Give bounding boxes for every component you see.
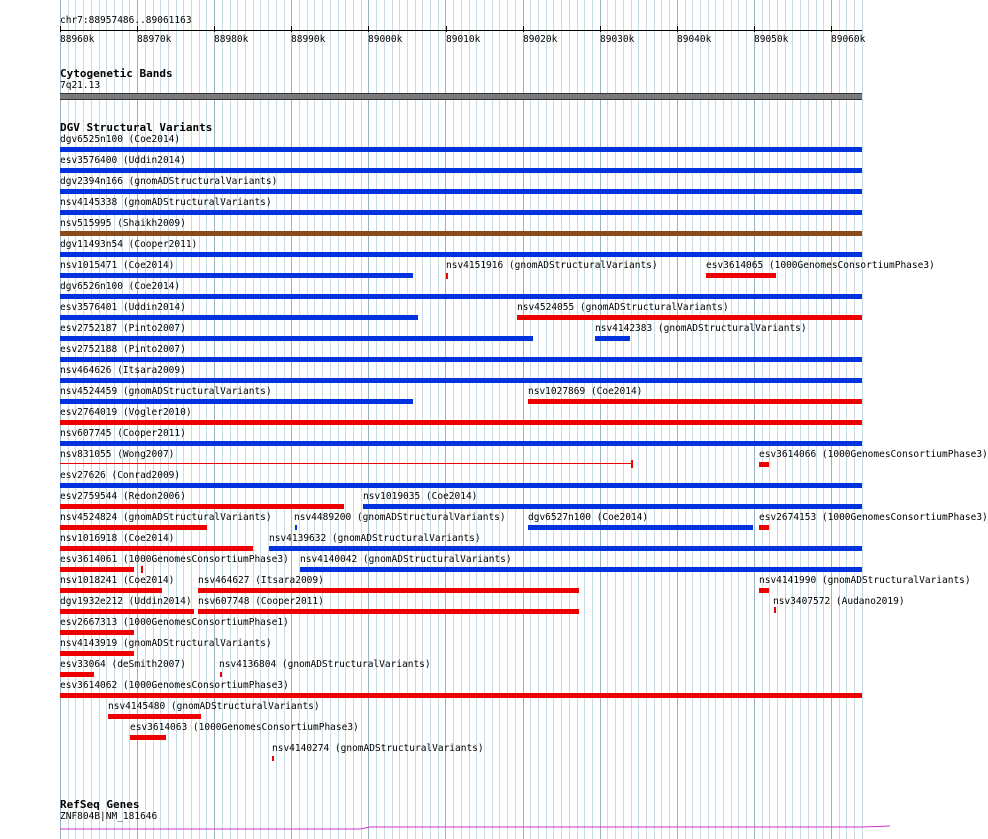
feature-bar[interactable] <box>60 168 862 173</box>
feature-label[interactable]: nsv4141990 (gnomADStructuralVariants) <box>759 575 971 586</box>
ruler-tick <box>446 26 447 32</box>
feature-bar[interactable] <box>363 504 862 509</box>
feature-label[interactable]: dgv6526n100 (Coe2014) <box>60 281 181 292</box>
feature-label[interactable]: nsv1016918 (Coe2014) <box>60 533 175 544</box>
feature-label[interactable]: esv27626 (Conrad2009) <box>60 470 181 481</box>
ruler-tick-label: 89060k <box>831 34 866 45</box>
feature-bar[interactable] <box>60 378 862 383</box>
feature-label[interactable]: esv3614061 (1000GenomesConsortiumPhase3) <box>60 554 289 565</box>
feature-label[interactable]: nsv4142383 (gnomADStructuralVariants) <box>595 323 807 334</box>
feature-bar[interactable] <box>60 420 862 425</box>
feature-bar[interactable] <box>528 399 862 404</box>
feature-label[interactable]: esv2752188 (Pinto2007) <box>60 344 186 355</box>
feature-label[interactable]: nsv831055 (Wong2007) <box>60 449 175 460</box>
cytoband-label: 7q21.13 <box>60 80 101 91</box>
ruler-tick-label: 88990k <box>291 34 326 45</box>
ruler-tick <box>831 26 832 32</box>
feature-bar[interactable] <box>60 483 862 488</box>
feature-label[interactable]: esv3576401 (Uddin2014) <box>60 302 186 313</box>
feature-label[interactable]: nsv4145480 (gnomADStructuralVariants) <box>108 701 320 712</box>
feature-bar[interactable] <box>60 336 533 341</box>
feature-label[interactable]: nsv4140274 (gnomADStructuralVariants) <box>272 743 484 754</box>
feature-label[interactable]: esv2759544 (Redon2006) <box>60 491 186 502</box>
ruler-tick <box>368 26 369 32</box>
ruler-line <box>60 30 862 31</box>
feature-label[interactable]: nsv4524459 (gnomADStructuralVariants) <box>60 386 272 397</box>
feature-bar[interactable] <box>60 231 862 236</box>
feature-bar[interactable] <box>446 273 448 279</box>
feature-label[interactable]: nsv4489200 (gnomADStructuralVariants) <box>294 512 506 523</box>
feature-bar[interactable] <box>60 294 862 299</box>
refseq-gene-label[interactable]: ZNF804B|NM_181646 <box>60 811 158 822</box>
feature-bar[interactable] <box>60 651 134 656</box>
feature-label[interactable]: nsv607748 (Cooper2011) <box>198 596 324 607</box>
feature-bar[interactable] <box>60 672 94 677</box>
feature-bar[interactable] <box>60 147 862 152</box>
feature-bar[interactable] <box>60 504 344 509</box>
feature-bar[interactable] <box>60 273 413 278</box>
cytobands-title: Cytogenetic Bands <box>60 67 173 80</box>
ruler-tick-label: 89020k <box>523 34 558 45</box>
feature-bar[interactable] <box>295 525 297 530</box>
feature-label[interactable]: nsv1019035 (Coe2014) <box>363 491 478 502</box>
feature-label[interactable]: esv3614066 (1000GenomesConsortiumPhase3) <box>759 449 988 460</box>
feature-bar[interactable] <box>60 463 632 464</box>
ruler-tick-label: 89040k <box>677 34 712 45</box>
feature-bar[interactable] <box>108 714 201 719</box>
feature-bar[interactable] <box>60 252 862 257</box>
refseq-gene-line[interactable] <box>60 822 890 832</box>
feature-label[interactable]: esv3614065 (1000GenomesConsortiumPhase3) <box>706 260 935 271</box>
feature-bar[interactable] <box>60 357 862 362</box>
feature-label[interactable]: nsv1015471 (Coe2014) <box>60 260 175 271</box>
ruler-tick <box>600 26 601 32</box>
feature-bar[interactable] <box>272 756 274 761</box>
feature-label[interactable]: nsv464626 (Itsara2009) <box>60 365 186 376</box>
feature-label[interactable]: nsv4524055 (gnomADStructuralVariants) <box>517 302 729 313</box>
feature-bar[interactable] <box>60 210 862 215</box>
feature-bar[interactable] <box>60 315 418 320</box>
feature-label[interactable]: dgv11493n54 (Cooper2011) <box>60 239 198 250</box>
feature-label[interactable]: nsv4139632 (gnomADStructuralVariants) <box>269 533 481 544</box>
feature-label[interactable]: nsv1018241 (Coe2014) <box>60 575 175 586</box>
locus-label: chr7:88957486..89061163 <box>60 15 192 26</box>
ruler-tick <box>214 26 215 32</box>
feature-bar[interactable] <box>60 546 253 551</box>
ruler-tick-label: 89000k <box>368 34 403 45</box>
feature-bar[interactable] <box>269 546 862 551</box>
feature-bar[interactable] <box>60 441 862 446</box>
feature-label[interactable]: esv33064 (deSmith2007) <box>60 659 186 670</box>
cytoband-bar[interactable] <box>60 93 862 100</box>
ruler-tick-label: 88970k <box>137 34 172 45</box>
ruler-tick-label: 89010k <box>446 34 481 45</box>
feature-label[interactable]: nsv464627 (Itsara2009) <box>198 575 324 586</box>
feature-bar[interactable] <box>759 588 769 593</box>
ruler-tick <box>137 26 138 32</box>
feature-label[interactable]: esv3576400 (Uddin2014) <box>60 155 186 166</box>
feature-bar[interactable] <box>60 693 862 698</box>
feature-label[interactable]: dgv6527n100 (Coe2014) <box>528 512 649 523</box>
feature-label[interactable]: nsv607745 (Cooper2011) <box>60 428 186 439</box>
feature-bar[interactable] <box>759 462 769 467</box>
ruler-tick-label: 89030k <box>600 34 635 45</box>
dgv-track-title: DGV Structural Variants <box>60 121 213 134</box>
feature-end-mark <box>141 566 143 573</box>
feature-label[interactable]: nsv4151916 (gnomADStructuralVariants) <box>446 260 658 271</box>
feature-end-mark <box>631 460 633 468</box>
ruler-tick <box>754 26 755 32</box>
feature-label[interactable]: esv3614062 (1000GenomesConsortiumPhase3) <box>60 680 289 691</box>
feature-bar[interactable] <box>300 567 862 572</box>
feature-bar[interactable] <box>60 630 134 635</box>
feature-label[interactable]: esv2674153 (1000GenomesConsortiumPhase3) <box>759 512 988 523</box>
feature-label[interactable]: dgv6525n100 (Coe2014) <box>60 134 181 145</box>
feature-bar[interactable] <box>517 315 862 320</box>
feature-bar[interactable] <box>60 189 862 194</box>
feature-bar[interactable] <box>60 609 194 614</box>
feature-bar[interactable] <box>198 588 579 593</box>
feature-bar[interactable] <box>774 607 776 613</box>
feature-bar[interactable] <box>130 735 166 740</box>
ruler-tick <box>523 26 524 32</box>
ruler-tick-label: 88980k <box>214 34 249 45</box>
feature-label[interactable]: esv2752187 (Pinto2007) <box>60 323 186 334</box>
feature-bar[interactable] <box>706 273 776 278</box>
feature-bar[interactable] <box>528 525 753 530</box>
feature-label[interactable]: nsv515995 (Shaikh2009) <box>60 218 186 229</box>
feature-label[interactable]: nsv3407572 (Audano2019) <box>773 596 905 607</box>
ruler-tick <box>60 26 61 32</box>
feature-label[interactable]: esv2667313 (1000GenomesConsortiumPhase1) <box>60 617 289 628</box>
feature-bar[interactable] <box>759 525 769 530</box>
feature-label[interactable]: esv2764019 (Vogler2010) <box>60 407 192 418</box>
feature-bar[interactable] <box>198 609 579 614</box>
feature-label[interactable]: nsv4140042 (gnomADStructuralVariants) <box>300 554 512 565</box>
feature-bar[interactable] <box>60 399 413 404</box>
feature-bar[interactable] <box>60 525 207 530</box>
feature-label[interactable]: esv3614063 (1000GenomesConsortiumPhase3) <box>130 722 359 733</box>
ruler-tick <box>291 26 292 32</box>
feature-bar[interactable] <box>220 672 222 677</box>
feature-label[interactable]: nsv4145338 (gnomADStructuralVariants) <box>60 197 272 208</box>
feature-bar[interactable] <box>60 567 134 572</box>
feature-label[interactable]: nsv4136804 (gnomADStructuralVariants) <box>219 659 431 670</box>
feature-bar[interactable] <box>60 588 162 593</box>
feature-bar[interactable] <box>595 336 630 341</box>
feature-label[interactable]: dgv2394n166 (gnomADStructuralVariants) <box>60 176 278 187</box>
feature-label[interactable]: nsv1027869 (Coe2014) <box>528 386 643 397</box>
refseq-track-title: RefSeq Genes <box>60 798 140 811</box>
feature-label[interactable]: nsv4143919 (gnomADStructuralVariants) <box>60 638 272 649</box>
ruler-tick-label: 89050k <box>754 34 789 45</box>
ruler-tick-label: 88960k <box>60 34 95 45</box>
ruler-tick <box>677 26 678 32</box>
feature-label[interactable]: nsv4524824 (gnomADStructuralVariants) <box>60 512 272 523</box>
feature-label[interactable]: dgv1932e212 (Uddin2014) <box>60 596 192 607</box>
